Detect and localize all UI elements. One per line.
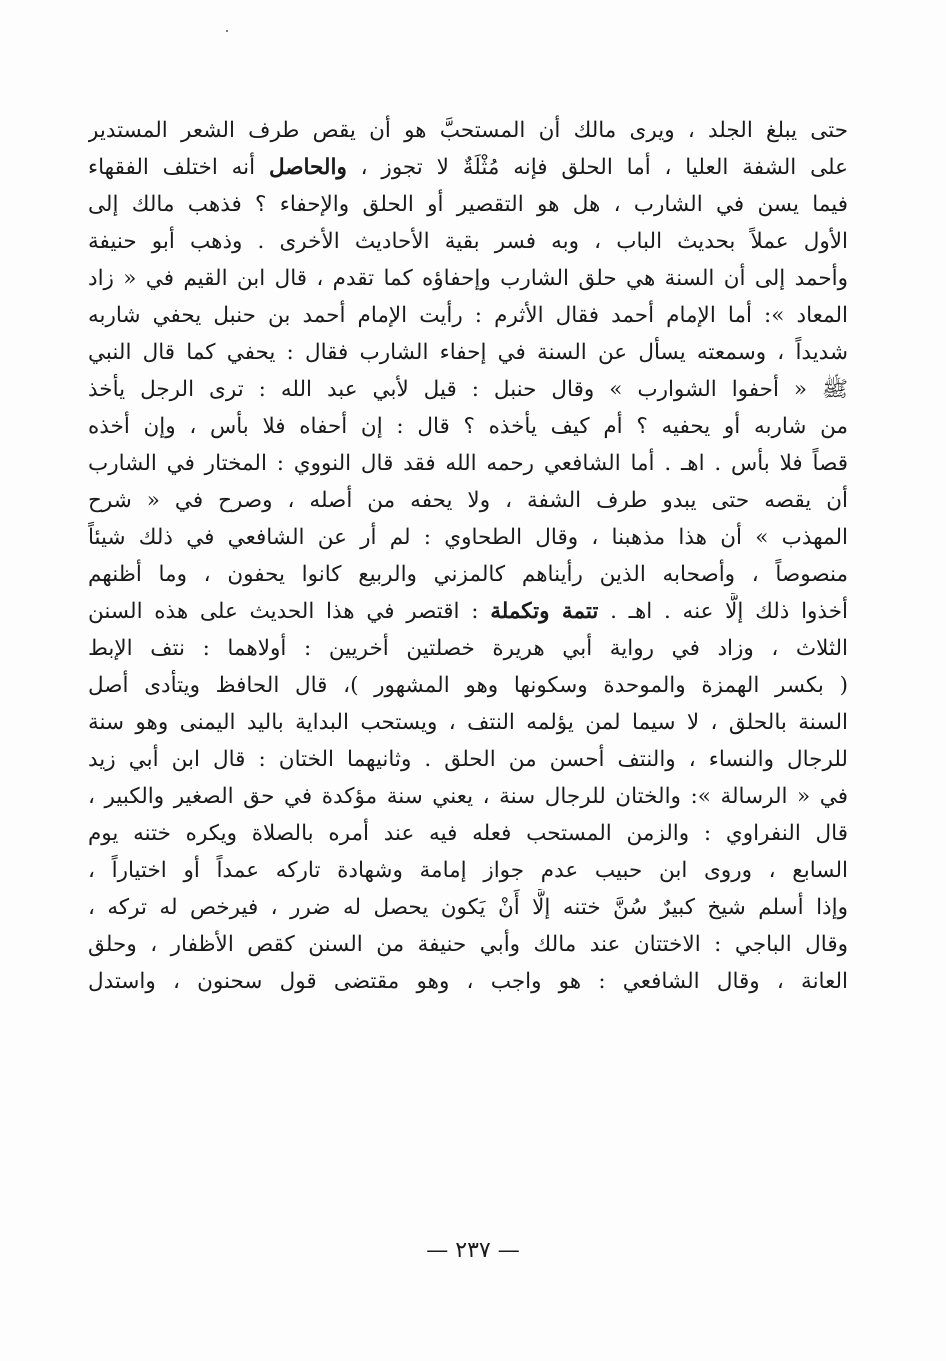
text-segment: من شاربه أو يحفيه ؟ أم كيف يأخذه ؟ قال : إن أحفاه فلا بأس ، وإن أخذه (88, 414, 848, 439)
text-line (88, 741, 848, 778)
text-line (88, 704, 848, 741)
text-line (88, 149, 848, 186)
text-line (88, 667, 848, 704)
text-line (88, 519, 848, 556)
text-line (88, 223, 848, 260)
scan-speck (226, 30, 228, 32)
text-segment: منصوصاً ، وأصحابه الذين رأيناهم كالمزني والربيع كانوا يحفون ، وما أظنهم (88, 562, 848, 587)
text-segment: قصاً فلا بأس . اهـ . أما الشافعي رحمه الله فقد قال النووي : المختار في الشارب (88, 451, 848, 476)
text-segment: ﷺ « أحفوا الشوارب » وقال حنبل : قيل لأبي عبد الله : ترى الرجل يأخذ (88, 377, 848, 402)
text-segment: : اقتصر في هذا الحديث على هذه السنن (88, 599, 491, 624)
text-segment: السابع ، وروى ابن حبيب عدم جواز إمامة وشهادة تاركه عمداً أو اختياراً ، (88, 858, 848, 883)
text-line (88, 445, 848, 482)
text-segment: ( بكسر الهمزة والموحدة وسكونها وهو المشهور )، قال الحافظ ويتأدى أصل (88, 673, 848, 698)
text-segment: الثلاث ، وزاد في رواية أبي هريرة خصلتين أخريين : أولاهما : نتف الإبط (88, 636, 848, 661)
text-line (88, 371, 848, 408)
text-segment: فيما يسن في الشارب ، هل هو التقصير أو الحلق والإحفاء ؟ فذهب مالك إلى (88, 192, 848, 217)
text-segment: وأحمد إلى أن السنة هي حلق الشارب وإحفاؤه كما تقدم ، قال ابن القيم في « زاد (88, 266, 848, 291)
text-line (88, 334, 848, 371)
text-segment: شديداً ، وسمعته يسأل عن السنة في إحفاء الشارب فقال : يحفي كما قال النبي (88, 340, 848, 365)
text-segment: الأول عملاً بحديث الباب ، وبه فسر بقية الأحاديث الأخرى . وذهب أبو حنيفة (88, 229, 848, 254)
text-line (88, 630, 848, 667)
body-text (88, 112, 848, 1000)
text-segment: أخذوا ذلك إلَّا عنه . اهـ . (598, 599, 848, 624)
text-line (88, 852, 848, 889)
text-line (88, 593, 848, 630)
text-line (88, 556, 848, 593)
text-segment: للرجال والنساء ، والنتف أحسن من الحلق . وثانيهما الختان : قال ابن أبي زيد (88, 747, 848, 772)
bold-heading-term: والحاصل (268, 155, 347, 180)
text-segment: وقال الباجي : الاختتان عند مالك وأبي حنيفة من السنن كقص الأظفار ، وحلق (88, 932, 848, 957)
text-segment: حتى يبلغ الجلد ، ويرى مالك أن المستحبَّ هو أن يقص طرف الشعر المستدير (88, 118, 848, 143)
text-line (88, 186, 848, 223)
text-line (88, 482, 848, 519)
text-segment: السنة بالحلق ، لا سيما لمن يؤلمه النتف ، ويستحب البداية باليد اليمنى وهو سنة (88, 710, 848, 735)
text-line (88, 963, 848, 1000)
page-number: — ٢٣٧ — (426, 1238, 520, 1263)
text-segment: قال النفراوي : والزمن المستحب فعله فيه عند أمره بالصلاة ويكره ختنه يوم (88, 821, 848, 846)
text-segment: في « الرسالة »: والختان للرجال سنة ، يعني سنة مؤكدة في حق الصغير والكبير ، (88, 784, 848, 809)
bold-heading-term: تتمة وتكملة (490, 599, 599, 624)
text-line (88, 889, 848, 926)
text-line (88, 112, 848, 149)
text-line (88, 408, 848, 445)
text-segment: على الشفة العليا ، أما الحلق فإنه مُثْلَةٌ لا تجوز ، (346, 155, 848, 180)
text-line (88, 778, 848, 815)
text-segment: المعاد »: أما الإمام أحمد فقال الأثرم : رأيت الإمام أحمد بن حنبل يحفي شاربه (88, 303, 848, 328)
text-line (88, 815, 848, 852)
text-segment: المهذب » أن هذا مذهبنا ، وقال الطحاوي : لم أر عن الشافعي في ذلك شيئاً (88, 525, 848, 550)
text-line (88, 297, 848, 334)
text-segment: وإذا أسلم شيخ كبيرٌ سُنَّ ختنه إلَّا أَنْ يَكون يحصل له ضرر ، فيرخص له تركه ، (88, 895, 848, 920)
text-line (88, 260, 848, 297)
text-line (88, 926, 848, 963)
text-segment: أن يقصه حتى يبدو طرف الشفة ، ولا يحفه من أصله ، وصرح في « شرح (88, 488, 848, 513)
text-segment: العانة ، وقال الشافعي : هو واجب ، وهو مقتضى قول سحنون ، واستدل (88, 969, 848, 994)
text-segment: أنه اختلف الفقهاء (88, 155, 269, 180)
